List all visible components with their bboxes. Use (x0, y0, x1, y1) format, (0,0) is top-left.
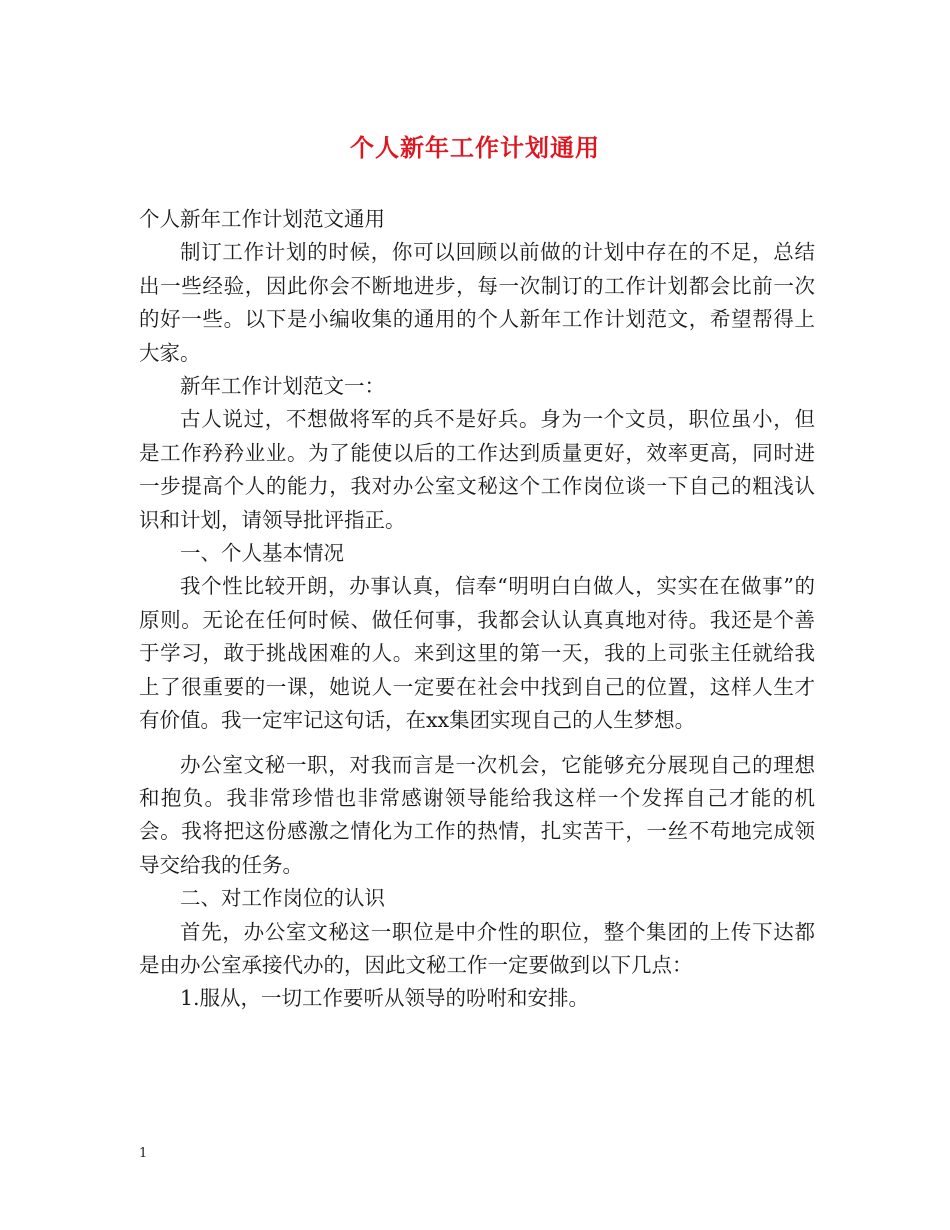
paragraph-sample-heading: 新年工作计划范文一： (180, 374, 385, 399)
page-number: 1 (139, 1146, 148, 1161)
paragraph-opportunity: 办公室文秘一职，对我而言是一次机会，它能够充分展现自己的理想和抱负。我非常珍惜也非常感谢领导能给我这样一个发挥自己才能的机会。我将把这份感激之情化为工作的热情，扎实苦干，一丝不苟地完成领导交给我的任务。 (139, 752, 815, 877)
paragraph-opening: 古人说过，不想做将军的兵不是好兵。身为一个文员，职位虽小，但是工作矜矜业业。为了能使以后的工作达到质量更好，效率更高，同时进一步提高个人的能力，我对办公室文秘这个工作岗位谈一下自己的粗浅认识和计划，请领导批评指正。 (139, 407, 815, 532)
section-heading-basic-info: 一、个人基本情况 (180, 541, 344, 566)
paragraph-job-role: 首先，办公室文秘这一职位是中介性的职位，整个集团的上传下达都是由办公室承接代办的，因此文秘工作一定要做到以下几点： (139, 919, 815, 977)
document-body (139, 203, 815, 1016)
paragraph-intro: 制订工作计划的时候，你可以回顾以前做的计划中存在的不足，总结出一些经验，因此你会不断地进步，每一次制订的工作计划都会比前一次的好一些。以下是小编收集的通用的个人新年工作计划范文，希望帮得上大家。 (139, 240, 815, 365)
section-heading-job-understanding: 二、对工作岗位的认识 (180, 886, 385, 911)
paragraph-personality: 我个性比较开朗，办事认真，信奉“明明白白做人，实实在在做事”的原则。无论在任何时候、做任何事，我都会认认真真地对待。我还是个善于学习，敢于挑战困难的人。来到这里的第一天，我的上司张主任就给我上了很重要的一课，她说人一定要在社会中找到自己的位置，这样人生才有价值。我一定牢记这句话，在xx集团实现自己的人生梦想。 (139, 574, 815, 733)
document-title: 个人新年工作计划通用 (350, 133, 600, 162)
list-item-obey: 1.服从，一切工作要听从领导的吩咐和安排。 (180, 986, 590, 1011)
paragraph-subtitle: 个人新年工作计划范文通用 (139, 207, 385, 231)
